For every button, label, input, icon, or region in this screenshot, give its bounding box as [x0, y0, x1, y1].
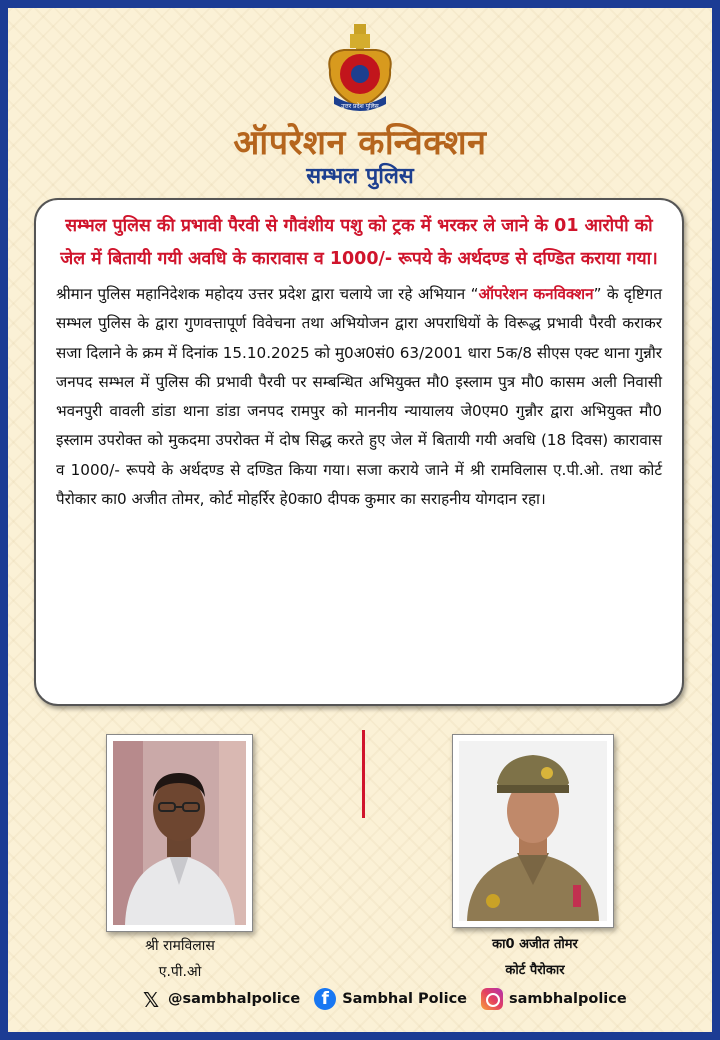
body-after: ” के दृष्टिगत सम्भल पुलिस के द्वारा गुणवत्तापूर्ण विवेचना तथा अभियोजन द्वारा अपराधियों के विरूद्ध प्रभावी पैरवी कराकर सजा दिलाने के क्रम में दिनांक 15.10.2025 को मु0अ0सं0 63/2001 धारा 5क/8 सीएस एक्ट थाना गुन्नौर जनपद सम्भल में पुलिस की प्रभावी पैरवी पर सम्बन्धित अभियुक्त मौ0 इस्लाम पुत्र मौ0 कासम अली निवासी भवनपुरी वावली डांडा थाना डांडा जनपद रामपुर को माननीय न्यायालय जे0एम0 गुन्नौर द्वारा अभियुक्त मौ0 इस्लाम उपरोक्त को मुकदमा उपरोक्त में दोष सिद्ध करते हुए जेल में बितायी गयी अवधि (18 दिवस) कारावास व 1000/- रूपये के अर्थदण्ड से दण्डित किया गया। सजा कराये जाने में श्री रामविलास ए.पी.ओ. तथा कोर्ट पैरोकार का0 अजीत तोमर, कोर्ट मोहर्रिर हे0का0 दीपक कुमार का सराहनीय योगदान रहा।	[56, 285, 662, 509]
caption-role-left: ए.पी.ओ	[158, 964, 202, 980]
x-handle: @sambhalpolice	[168, 991, 301, 1007]
up-police-emblem	[320, 22, 400, 118]
caption-name-right: का0 अजीत तोमर	[492, 937, 578, 952]
page-subtitle: सम्भल पुलिस	[306, 164, 414, 189]
body-highlight: ऑपरेशन कनविक्शन	[478, 285, 594, 303]
social-instagram[interactable]	[481, 988, 627, 1010]
photo-ajeet-tomar	[452, 734, 614, 928]
x-icon: 𝕏	[142, 988, 160, 1012]
caption-role-right: कोर्ट पैरोकार	[505, 963, 565, 978]
divider-line	[362, 730, 365, 818]
social-x[interactable]	[140, 988, 300, 1010]
caption-name-left: श्री रामविलास	[145, 938, 215, 954]
body-text	[56, 280, 662, 514]
facebook-handle: Sambhal Police	[342, 991, 468, 1007]
social-bar	[140, 985, 627, 1013]
photo-ramvilas	[106, 734, 253, 932]
headline: सम्भल पुलिस की प्रभावी पैरवी से गौवंशीय पशु को ट्रक में भरकर ले जाने के 01 आरोपी को जेल में बितायी गयी अवधि के कारावास व 1000/- रूपये के अर्थदण्ड से दण्डित कराया गया।	[60, 216, 658, 269]
page-title: ऑपरेशन कन्विक्शन	[233, 123, 487, 163]
body-before: श्रीमान पुलिस महानिदेशक महोदय उत्तर प्रदेश द्वारा चलाये जा रहे अभियान “	[56, 285, 479, 303]
social-facebook[interactable]	[314, 988, 467, 1010]
emblem-text: उत्तर प्रदेश पुलिस	[341, 103, 379, 110]
content-card	[34, 198, 684, 706]
facebook-icon: f	[314, 988, 336, 1010]
instagram-icon	[481, 988, 503, 1010]
instagram-handle: sambhalpolice	[509, 991, 627, 1007]
